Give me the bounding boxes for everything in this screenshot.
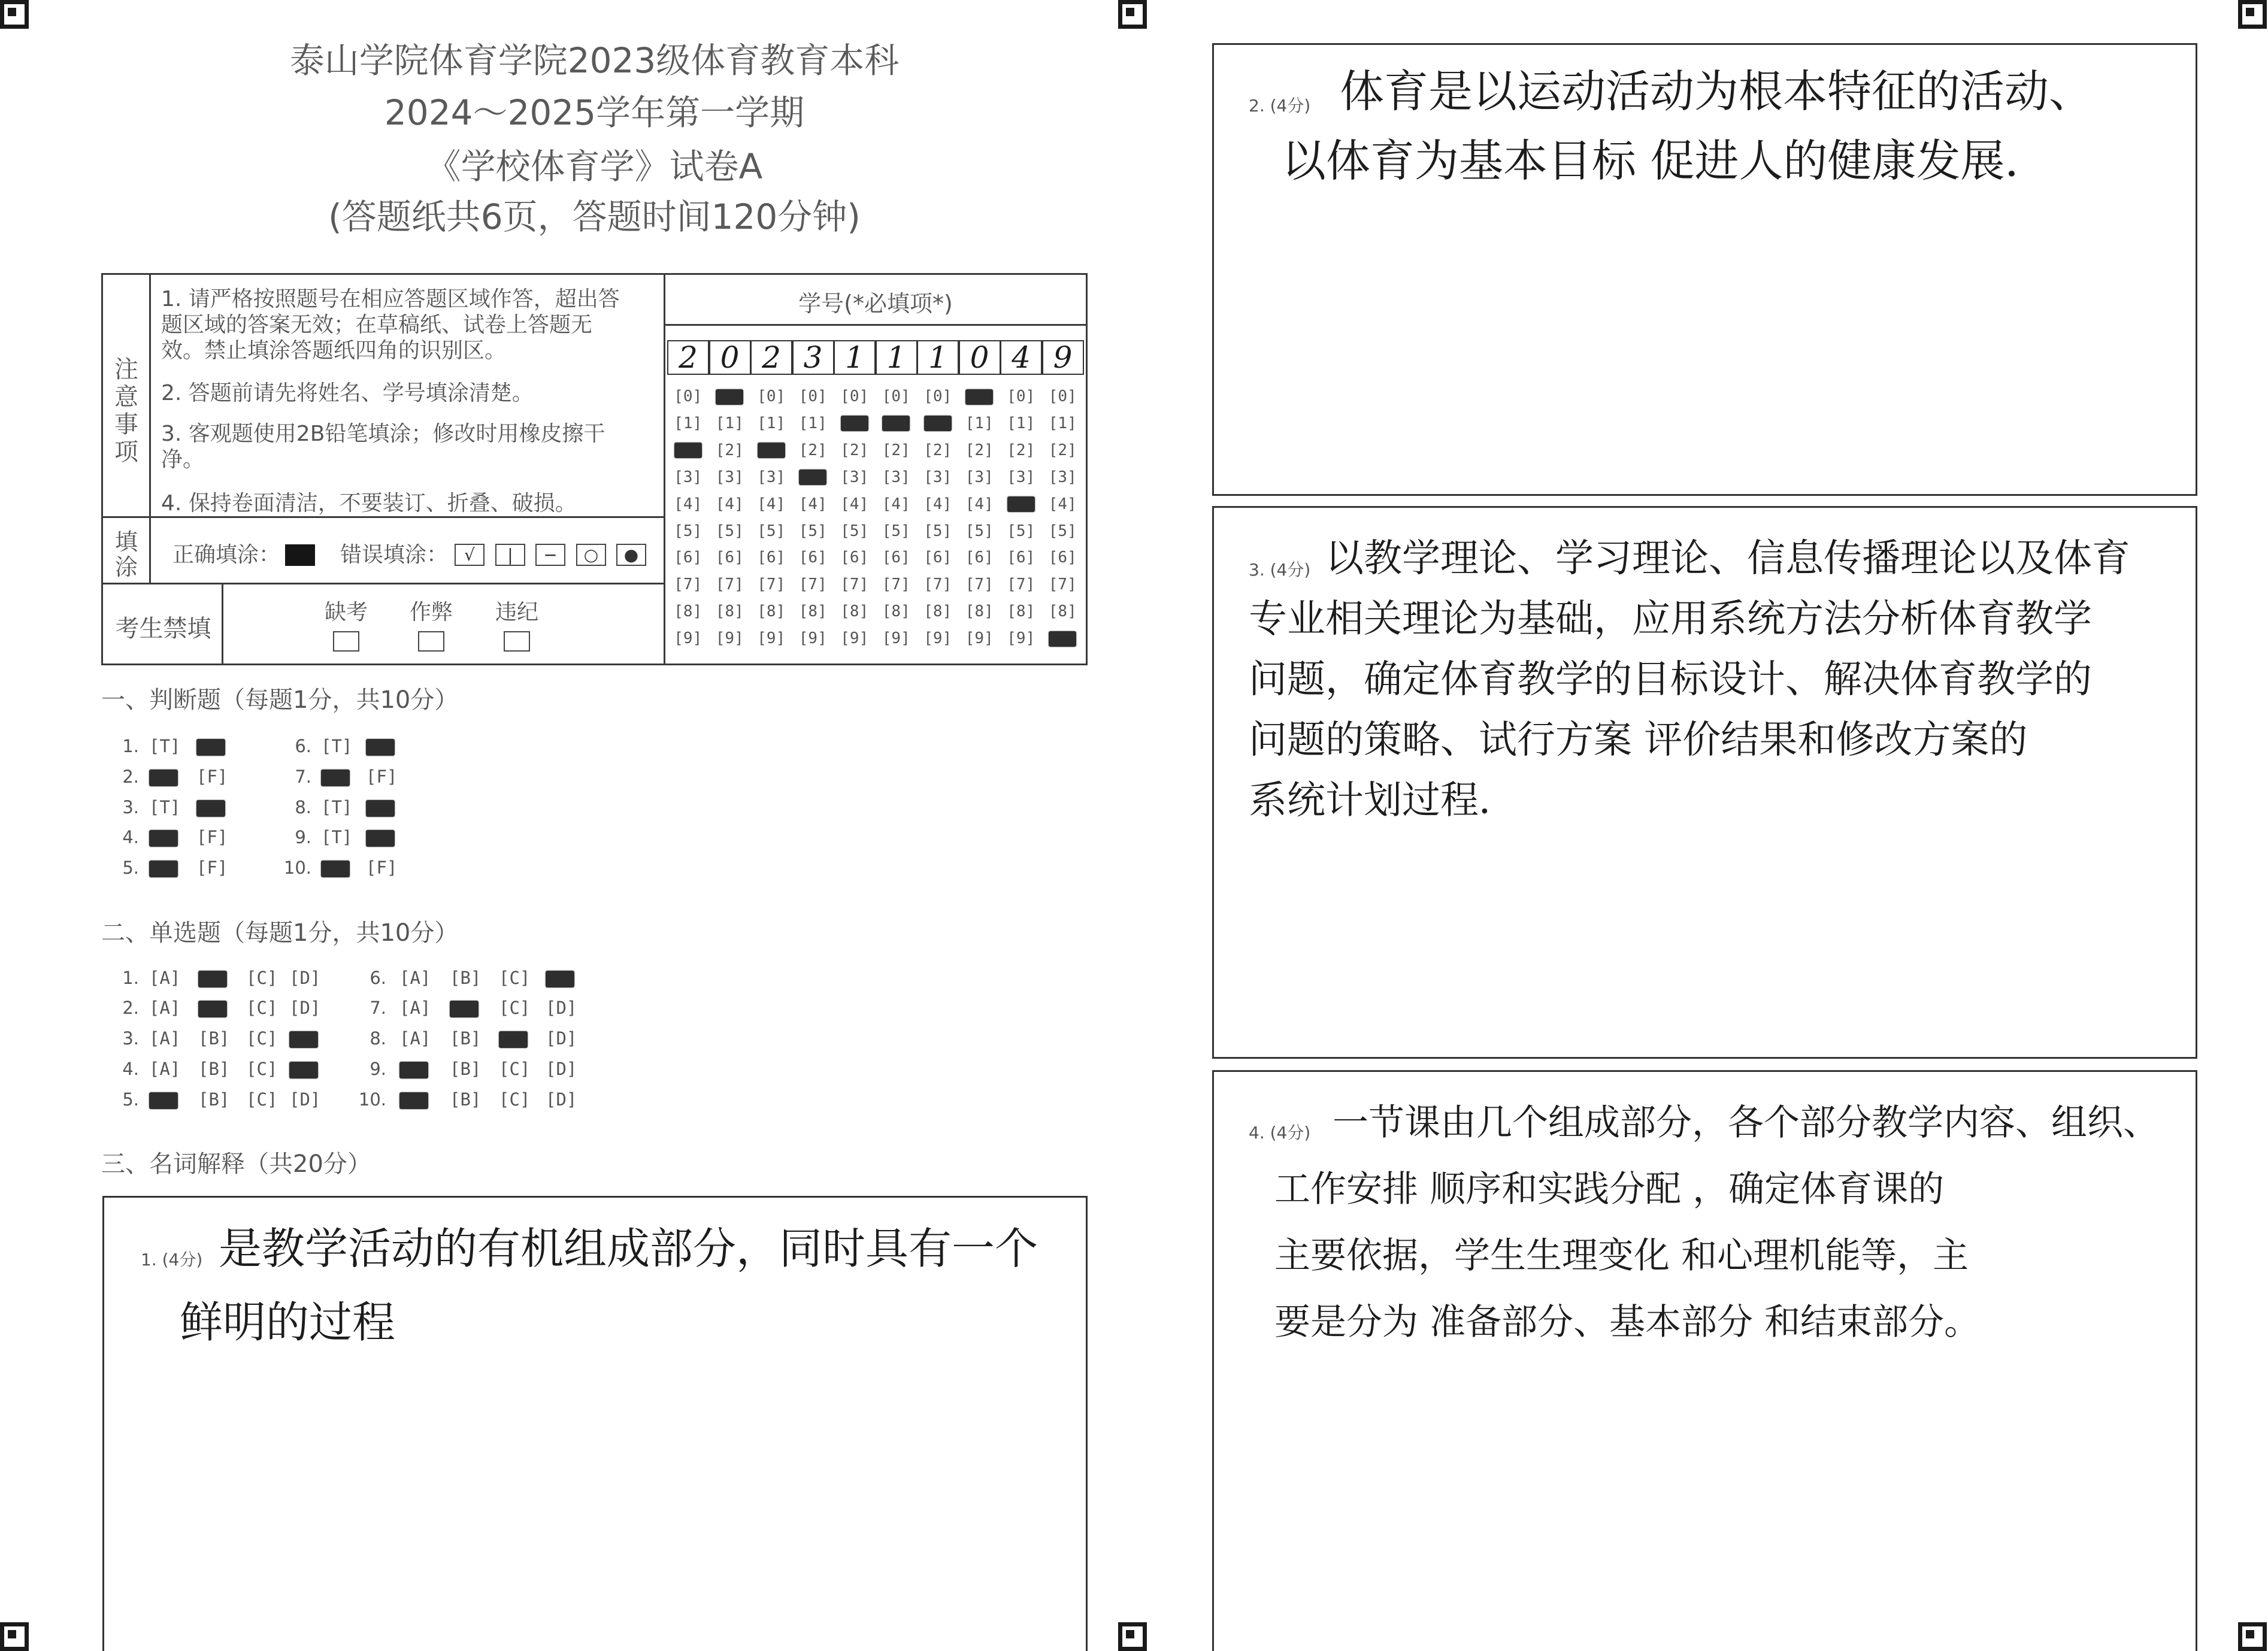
filled-mark (399, 1092, 428, 1109)
single-choice-question-7-option-2 (450, 998, 487, 1018)
corner-recognition-mark-top-right (2238, 0, 2267, 29)
id-bubble-col9-row0: [0] (1007, 387, 1035, 405)
answer-box-4 (1212, 1070, 2197, 1651)
judgement-question-2-option-1 (149, 767, 186, 787)
id-bubble-col1-row1: [1] (674, 414, 702, 432)
handwritten-line: 工作安排 顺序和实践分配 ，确定体育课的 (1274, 1168, 1945, 1210)
id-bubble-col1-row7: [7] (674, 575, 702, 594)
id-bubble-col9-row7: [7] (1007, 575, 1035, 594)
single-choice-question-4-option-2: [B] (198, 1059, 230, 1079)
filled-mark (321, 861, 350, 877)
id-bubble-col8-row7: [7] (965, 575, 994, 594)
id-bubble-col8-row5: [5] (965, 522, 994, 540)
id-bubble-col8-row6: [6] (965, 549, 994, 567)
handwritten-line: 以教学理论、学习理论、信息传播理论以及体育 (1325, 537, 2130, 581)
id-bubble-col2-row3: [3] (715, 468, 744, 486)
judgement-question-7-option-2: [F] (366, 767, 398, 787)
id-bubble-col3-row6: [6] (757, 549, 786, 567)
filled-mark (924, 416, 952, 431)
single-choice-question-8-option-2: [B] (450, 1028, 482, 1049)
id-bubble-col5-row3: [3] (840, 468, 869, 486)
id-bubble-col9-row3: [3] (1007, 468, 1035, 486)
filled-mark (321, 770, 350, 786)
single-choice-question-number-8: 8. (370, 1028, 386, 1049)
divider-line (103, 516, 665, 518)
judgement-question-number-1: 1. (122, 736, 139, 756)
single-choice-question-6-option-1: [A] (399, 968, 431, 988)
id-bubble-col5-row1 (834, 413, 876, 434)
id-bubble-col5-row9: [9] (840, 629, 869, 648)
id-bubble-col1-row6: [6] (674, 549, 702, 567)
single-choice-question-7-option-3: [C] (499, 998, 531, 1018)
single-choice-question-9-option-1 (399, 1059, 437, 1079)
single-choice-question-5-option-2: [B] (198, 1089, 230, 1110)
single-choice-question-1-option-3: [C] (246, 968, 278, 988)
filled-mark (366, 830, 395, 847)
id-bubble-col4-row1: [1] (798, 414, 827, 432)
single-choice-question-3-option-4 (289, 1028, 326, 1049)
id-bubble-col1-row5: [5] (674, 522, 702, 540)
id-bubble-col3-row7: [7] (757, 575, 786, 594)
id-bubble-col10-row7: [7] (1048, 575, 1077, 594)
handwritten-line: 以体育为基本目标 促进人的健康发展． (1282, 135, 2049, 187)
id-bubble-col10-row4: [4] (1048, 495, 1077, 513)
note-item-2: 2. 答题前请先将姓名、学号填涂清楚。 (161, 381, 534, 405)
handwritten-answer-4 (1274, 1090, 2159, 1356)
filled-mark (1007, 496, 1035, 512)
forbidden-item-label: 违纪 (495, 600, 538, 625)
id-bubble-col7-row3: [3] (923, 468, 952, 486)
filled-mark (674, 443, 702, 458)
id-bubble-col3-row4: [4] (757, 495, 786, 513)
note-item-4: 4. 保持卷面清洁，不要装订、折叠、破损。 (161, 491, 577, 516)
id-bubble-col3-row9: [9] (757, 629, 786, 648)
id-bubble-col8-row8: [8] (965, 602, 994, 621)
id-bubble-col1-row2 (667, 440, 709, 461)
id-bubble-col10-row6: [6] (1048, 549, 1077, 567)
single-choice-question-2-option-4: [D] (289, 998, 321, 1018)
note-item-3: 3. 客观题使用2B铅笔填涂；修改时用橡皮擦干净。 (161, 422, 605, 472)
single-choice-question-number-1: 1. (122, 968, 139, 988)
id-bubble-col10-row8: [8] (1048, 602, 1077, 621)
id-bubble-col2-row9: [9] (715, 629, 744, 648)
judgement-question-number-6: 6. (295, 736, 311, 756)
term-explanation-section-heading: 三、名词解释（共20分） (101, 1150, 371, 1178)
id-bubble-col6-row8: [8] (882, 602, 910, 621)
single-choice-question-3-option-3: [C] (246, 1028, 278, 1049)
filled-mark (450, 1001, 479, 1017)
id-bubble-col6-row6: [6] (882, 549, 910, 567)
divider-line (665, 324, 1086, 326)
handwritten-line: 问题，确定体育教学的目标设计、解决体育教学的 (1249, 658, 2092, 702)
forbidden-checkbox (504, 631, 530, 652)
student-id-area (665, 275, 1086, 664)
filled-mark (149, 830, 178, 847)
single-choice-question-2-option-2 (198, 998, 235, 1018)
single-choice-question-7-option-1: [A] (399, 998, 431, 1018)
single-choice-question-8-option-1: [A] (399, 1028, 431, 1049)
exam-title-line-3: 《学校体育学》试卷A (426, 146, 763, 187)
handwritten-line: 问题的策略、试行方案 评价结果和修改方案的 (1249, 718, 2028, 762)
single-choice-question-9-option-3: [C] (499, 1059, 531, 1079)
single-choice-question-1-option-4: [D] (289, 968, 321, 988)
single-choice-question-6-option-3: [C] (499, 968, 531, 988)
student-id-digit-box-10: 9 (1042, 340, 1084, 375)
single-choice-question-4-option-4 (289, 1059, 326, 1079)
student-id-digit-box-2: 0 (709, 340, 751, 375)
correct-fill-example (285, 544, 315, 566)
id-bubble-col7-row7: [7] (923, 575, 952, 594)
single-choice-question-10-option-2: [B] (450, 1089, 482, 1110)
id-bubble-col5-row0: [0] (840, 387, 869, 405)
judgement-question-7-option-1 (321, 767, 358, 787)
note-item-1: 1. 请严格按照题号在相应答题区域作答，超出答题区域的答案无效；在草稿纸、试卷上答题无效。禁止填涂答题纸四角的识别区。 (161, 287, 620, 363)
single-choice-question-number-10: 10. (358, 1089, 386, 1110)
judgement-question-3-option-1: [T] (149, 797, 181, 817)
id-bubble-col3-row1: [1] (757, 414, 786, 432)
judgement-question-1-option-2 (196, 736, 234, 756)
judgement-question-number-5: 5. (122, 858, 139, 878)
single-choice-question-10-option-1 (399, 1089, 437, 1110)
answer-label-2: 2. (4分) (1249, 96, 1311, 116)
filled-mark (198, 971, 227, 987)
filled-mark (716, 389, 743, 405)
id-bubble-col5-row7: [7] (840, 575, 869, 594)
id-bubble-col8-row9: [9] (965, 629, 994, 648)
judgement-question-number-9: 9. (295, 827, 311, 847)
wrong-fill-example-dash: − (535, 544, 565, 566)
id-bubble-col3-row0: [0] (757, 387, 786, 405)
wrong-fill-example-bar: | (495, 544, 525, 566)
corner-recognition-mark-bottom-left (0, 1622, 29, 1651)
wrong-fill-example-circle: ○ (576, 544, 606, 566)
handwritten-line: 主要依据，学生生理变化 和心理机能等，主 (1274, 1235, 1969, 1277)
id-bubble-col1-row0: [0] (674, 387, 702, 405)
instructions-and-id-box (101, 273, 1088, 665)
single-choice-question-1-option-1: [A] (149, 968, 181, 988)
id-bubble-col7-row8: [8] (923, 602, 952, 621)
filled-mark (198, 1001, 227, 1017)
id-bubble-col2-row2: [2] (715, 441, 744, 459)
id-bubble-col3-row3: [3] (757, 468, 786, 486)
id-bubble-col6-row3: [3] (882, 468, 910, 486)
filled-mark (1049, 631, 1076, 647)
judgement-question-number-3: 3. (122, 797, 139, 817)
id-bubble-col6-row9: [9] (882, 629, 910, 648)
judgement-question-number-2: 2. (122, 767, 139, 787)
single-choice-question-number-7: 7. (370, 998, 386, 1018)
single-choice-question-4-option-3: [C] (246, 1059, 278, 1079)
single-choice-question-7-option-4: [D] (546, 998, 577, 1018)
id-bubble-col10-row3: [3] (1048, 468, 1077, 486)
id-bubble-col8-row1: [1] (965, 414, 994, 432)
id-bubble-col1-row9: [9] (674, 629, 702, 648)
filled-mark (882, 416, 910, 431)
id-bubble-col7-row6: [6] (923, 549, 952, 567)
single-choice-question-10-option-4: [D] (546, 1089, 577, 1110)
handwritten-line: 一节课由几个组成部分，各个部分教学内容、组织、 (1333, 1102, 2159, 1144)
single-choice-question-3-option-2: [B] (198, 1028, 230, 1049)
fill-label: 填涂 (114, 529, 138, 580)
id-bubble-col6-row0: [0] (882, 387, 910, 405)
judgement-question-6-option-1: [T] (321, 736, 353, 756)
judgement-question-9-option-1: [T] (321, 827, 353, 847)
id-bubble-col7-row0: [0] (923, 387, 952, 405)
id-bubble-col8-row2: [2] (965, 441, 994, 459)
single-choice-question-number-6: 6. (370, 968, 386, 988)
id-bubble-col3-row5: [5] (757, 522, 786, 540)
exam-title-line-1: 泰山学院体育学院2023级体育教育本科 (289, 40, 900, 81)
single-choice-question-2-option-3: [C] (246, 998, 278, 1018)
judgement-question-6-option-2 (366, 736, 403, 756)
judgement-question-8-option-1: [T] (321, 797, 353, 817)
id-bubble-col2-row8: [8] (715, 602, 744, 621)
id-bubble-col3-row2 (750, 440, 792, 461)
single-choice-question-2-option-1: [A] (149, 998, 181, 1018)
judgement-question-10-option-1 (321, 858, 358, 878)
id-bubble-col9-row6: [6] (1007, 549, 1035, 567)
id-bubble-col1-row8: [8] (674, 602, 702, 621)
single-choice-question-5-option-1 (149, 1089, 186, 1110)
single-choice-question-4-option-1: [A] (149, 1059, 181, 1079)
filled-mark (841, 416, 868, 431)
id-bubble-col4-row5: [5] (798, 522, 827, 540)
corner-recognition-mark-top-center (1118, 0, 1147, 29)
single-choice-question-number-2: 2. (122, 998, 139, 1018)
filled-mark (196, 739, 225, 756)
id-bubble-col2-row1: [1] (715, 414, 744, 432)
forbidden-item-cheating (389, 600, 473, 652)
judgement-question-number-8: 8. (295, 797, 311, 817)
single-choice-question-number-5: 5. (122, 1089, 139, 1110)
id-bubble-col4-row9: [9] (798, 629, 827, 648)
id-bubble-col8-row4: [4] (965, 495, 994, 513)
id-bubble-col5-row4: [4] (840, 495, 869, 513)
exam-title-line-4: (答题纸共6页，答题时间120分钟) (328, 196, 861, 237)
id-bubble-col6-row2: [2] (882, 441, 910, 459)
filled-mark (149, 770, 178, 786)
wrong-fill-label: 错误填涂： (340, 543, 449, 567)
student-id-digit-box-5: 1 (834, 340, 876, 375)
filled-mark (499, 1031, 528, 1048)
id-bubble-col1-row3: [3] (674, 468, 702, 486)
corner-recognition-mark-top-left (0, 0, 29, 29)
answer-label-1: 1. (4分) (141, 1250, 203, 1270)
judgement-question-5-option-1 (149, 858, 186, 878)
id-bubble-col4-row8: [8] (798, 602, 827, 621)
id-bubble-col5-row6: [6] (840, 549, 869, 567)
id-bubble-col1-row4: [4] (674, 495, 702, 513)
judgement-question-9-option-2 (366, 827, 403, 847)
examinee-forbidden-label: 考生禁填 (115, 615, 211, 643)
id-bubble-col4-row2: [2] (798, 441, 827, 459)
filled-mark (366, 739, 395, 756)
single-choice-question-number-4: 4. (122, 1059, 139, 1079)
handwritten-line: 专业相关理论为基础，应用系统方法分析体育教学 (1249, 597, 2092, 641)
id-bubble-col2-row7: [7] (715, 575, 744, 594)
handwritten-line: 要是分为 准备部分、基本部分 和结束部分。 (1274, 1301, 1981, 1343)
id-bubble-col7-row5: [5] (923, 522, 952, 540)
wrong-fill-example-check: √ (455, 544, 485, 566)
id-bubble-col9-row2: [2] (1007, 441, 1035, 459)
student-id-digit-box-4: 3 (792, 340, 834, 375)
id-bubble-col10-row1: [1] (1048, 414, 1077, 432)
id-bubble-col6-row4: [4] (882, 495, 910, 513)
handwritten-answer-2 (1282, 57, 2093, 196)
id-bubble-col2-row4: [4] (715, 495, 744, 513)
student-id-digit-box-3: 2 (750, 340, 792, 375)
id-bubble-col7-row9: [9] (923, 629, 952, 648)
student-id-digit-box-7: 1 (917, 340, 959, 375)
filled-mark (196, 800, 225, 817)
judgement-question-10-option-2: [F] (366, 858, 398, 878)
handwritten-line: 鲜明的过程 (180, 1297, 396, 1347)
answer-box-1 (102, 1196, 1088, 1651)
single-choice-question-6-option-2: [B] (450, 968, 482, 988)
judgement-question-2-option-2: [F] (196, 767, 228, 787)
single-choice-question-6-option-4 (546, 968, 583, 988)
single-choice-question-1-option-2 (198, 968, 235, 988)
judgement-question-3-option-2 (196, 797, 234, 817)
filled-mark (758, 443, 785, 458)
single-choice-question-10-option-3: [C] (499, 1089, 531, 1110)
judgement-question-number-4: 4. (122, 827, 139, 847)
handwritten-line: 是教学活动的有机组成部分，同时具有一个 (219, 1223, 1038, 1274)
exam-title-line-2: 2024～2025学年第一学期 (384, 92, 805, 133)
single-choice-question-9-option-4: [D] (546, 1059, 577, 1079)
judgement-question-4-option-2: [F] (196, 827, 228, 847)
single-choice-question-number-9: 9. (370, 1059, 386, 1079)
filled-mark (965, 389, 993, 405)
filled-mark (546, 971, 574, 987)
forbidden-item-label: 作弊 (409, 600, 453, 625)
judgement-question-5-option-2: [F] (196, 858, 228, 878)
id-bubble-col4-row3 (792, 467, 834, 487)
id-bubble-col9-row9: [9] (1007, 629, 1035, 648)
id-bubble-col8-row0 (959, 386, 1001, 407)
id-bubble-col9-row4 (1000, 494, 1042, 514)
id-bubble-col6-row5: [5] (882, 522, 910, 540)
forbidden-item-label: 缺考 (324, 600, 368, 625)
id-bubble-col9-row8: [8] (1007, 602, 1035, 621)
wrong-fill-example-dot: ● (616, 544, 646, 566)
corner-recognition-mark-bottom-right (2238, 1622, 2267, 1651)
id-bubble-col5-row8: [8] (840, 602, 869, 621)
id-bubble-col10-row0: [0] (1048, 387, 1077, 405)
id-bubble-col4-row4: [4] (798, 495, 827, 513)
id-bubble-col5-row2: [2] (840, 441, 869, 459)
single-choice-question-9-option-2: [B] (450, 1059, 482, 1079)
filled-mark (399, 1062, 428, 1079)
judgement-question-number-10: 10. (283, 858, 311, 878)
id-bubble-col8-row3: [3] (965, 468, 994, 486)
id-bubble-col5-row5: [5] (840, 522, 869, 540)
handwritten-answer-1 (180, 1212, 1038, 1359)
id-bubble-col10-row9 (1042, 628, 1084, 649)
id-bubble-col2-row5: [5] (715, 522, 744, 540)
id-bubble-col7-row2: [2] (923, 441, 952, 459)
forbidden-item-violation (475, 600, 559, 652)
id-bubble-col9-row1: [1] (1007, 414, 1035, 432)
id-bubble-col3-row8: [8] (757, 602, 786, 621)
forbidden-item-absent (304, 600, 388, 652)
handwritten-line: 体育是以运动活动为根本特征的活动、 (1340, 66, 2093, 117)
filled-mark (289, 1062, 318, 1079)
student-id-digit-box-9: 4 (1000, 340, 1042, 375)
student-id-digit-box-1: 2 (667, 340, 709, 375)
filled-mark (799, 469, 826, 485)
judgement-question-4-option-1 (149, 827, 186, 847)
single-choice-section-heading: 二、单选题（每题1分，共10分） (101, 919, 459, 947)
filled-mark (149, 1092, 178, 1109)
answer-box-3 (1212, 506, 2197, 1059)
id-bubble-col2-row0 (709, 386, 751, 407)
correct-fill-label: 正确填涂： (172, 543, 281, 567)
single-choice-question-5-option-3: [C] (246, 1089, 278, 1110)
judgement-question-1-option-1: [T] (149, 736, 181, 756)
id-bubble-col6-row1 (876, 413, 918, 434)
id-bubble-col4-row6: [6] (798, 549, 827, 567)
single-choice-question-number-3: 3. (122, 1028, 139, 1049)
id-bubble-col10-row5: [5] (1048, 522, 1077, 540)
id-bubble-col4-row0: [0] (798, 387, 827, 405)
single-choice-question-8-option-3 (499, 1028, 536, 1049)
single-choice-question-8-option-4: [D] (546, 1028, 577, 1049)
answer-label-4: 4. (4分) (1249, 1123, 1311, 1143)
divider-line (149, 275, 151, 583)
student-id-digit-box-6: 1 (876, 340, 918, 375)
corner-recognition-mark-bottom-center (1118, 1622, 1147, 1651)
forbidden-checkbox (418, 631, 444, 652)
id-bubble-col6-row7: [7] (882, 575, 910, 594)
student-id-digit-box-8: 0 (959, 340, 1001, 375)
student-id-header: 学号(*必填项*) (798, 290, 953, 317)
id-bubble-col4-row7: [7] (798, 575, 827, 594)
notes-label: 注意事项 (114, 356, 138, 466)
handwritten-answer-3 (1249, 529, 2130, 831)
answer-box-2 (1212, 43, 2197, 496)
single-choice-question-3-option-1: [A] (149, 1028, 181, 1049)
single-choice-question-5-option-4: [D] (289, 1089, 321, 1110)
filled-mark (366, 800, 395, 817)
id-bubble-col10-row2: [2] (1048, 441, 1077, 459)
judgement-question-number-7: 7. (295, 767, 311, 787)
divider-line (103, 583, 665, 584)
id-bubble-col7-row1 (917, 413, 959, 434)
answer-label-3: 3. (4分) (1249, 560, 1311, 580)
id-bubble-col7-row4: [4] (923, 495, 952, 513)
judgement-section-heading: 一、判断题（每题1分，共10分） (101, 686, 459, 714)
id-bubble-col2-row6: [6] (715, 549, 744, 567)
filled-mark (149, 861, 178, 877)
handwritten-line: 系统计划过程． (1249, 778, 1517, 823)
judgement-question-8-option-2 (366, 797, 403, 817)
filled-mark (289, 1031, 318, 1048)
forbidden-checkbox (333, 631, 359, 652)
id-bubble-col9-row5: [5] (1007, 522, 1035, 540)
